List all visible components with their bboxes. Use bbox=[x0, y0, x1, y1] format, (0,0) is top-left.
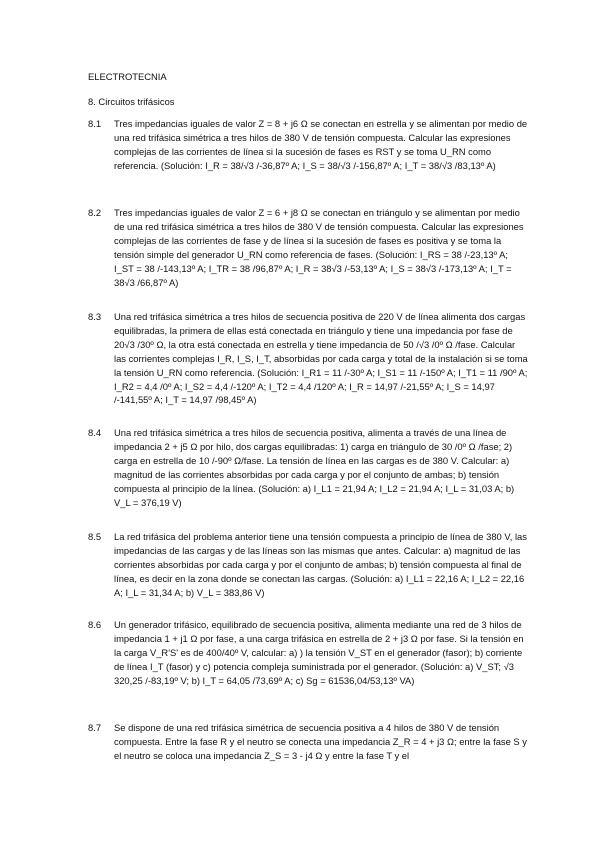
problem-8-5 bbox=[88, 530, 528, 600]
problem-text: Tres impedancias iguales de valor Z = 6 + j8 Ω se conectan en triángulo y se alimentan por medio de una red trifásica simétrica a tres hilos de 380 V de tensión compuesta. Calcular las expresiones complejas de las corrientes de fase y de línea si la sucesión de fases es positiva y se toma la tensión simple del generador U_RN como referencia de fases. (Solución: I_RS = 38 /-23,13º A; I_ST = 38 /-143,13º A; I_TR = 38 /96,87º A; I_R = 38√3 /-53,13º A; I_S = 38√3 /-173,13º A; I_T = 38√3 /66,87º A) bbox=[114, 207, 524, 288]
problem-8-2 bbox=[88, 206, 528, 289]
problem-number: 8.5 bbox=[88, 531, 102, 542]
problem-text: Se dispone de una red trifásica simétrica de secuencia positiva a 4 hilos de 380 V de tensión compuesta. Entre la fase R y el neutro se conecta una impedancia Z_R = 4 + j3 Ω; entre la fase S y el neutro se coloca una impedancia Z_S = 3 - j4 Ω y entre la fase T y el bbox=[114, 722, 527, 761]
problem-number: 8.2 bbox=[88, 207, 102, 218]
problem-text: Tres impedancias iguales de valor Z = 8 + j6 Ω se conectan en estrella y se alimentan por medio de una red trifásica simétrica a tres hilos de 380 V de tensión compuesta. Calcular las expresiones complejas de las corrientes de línea si la sucesión de fases es RST y se toma U_RN como referencia. (Solución: I_R = 38/√3 /-36,87º A; I_S = 38/√3 /-156,87º A; I_T = 38/√3 /83,13º A) bbox=[114, 118, 528, 171]
problem-8-6 bbox=[88, 618, 528, 688]
document-title: ELECTROTECNIA bbox=[88, 71, 167, 82]
problem-text: La red trifásica del problema anterior tiene una tensión compuesta a principio de línea de 380 V, las impedancias de las cargas y de las líneas son las mismas que antes. Calcular: a) magnitud de las corrientes absorbidas por cada carga y por el conjunto de ambas; b) tensión compuesta al final de línea, es decir en la zona donde se conectan las cargas. (Solución: a) I_L1 = 22,16 A; I_L2 = 22,16 A; I_L = 31,34 A; b) V_L = 383,86 V) bbox=[114, 531, 527, 598]
problem-text: Una red trifásica simétrica a tres hilos de secuencia positiva, alimenta a través de una línea de impedancia 2 + j5 Ω por hilo, dos cargas equilibradas: 1) carga en triángulo de 30 /0º Ω /fase; 2) carga en estrella de 10 /-90º Ω/fase. La tensión de línea en las cargas es de 380 V. Calcular: a) magnitud de las corrientes absorbidas por cada carga y por el conjunto de ambas; b) tensión compuesta al principio de la línea. (Solución: a) I_L1 = 21,94 A; I_L2 = 21,94 A; I_L = 31,03 A; b) V_L = 376,19 V) bbox=[114, 427, 515, 508]
problem-8-7 bbox=[88, 721, 528, 763]
problem-number: 8.3 bbox=[88, 311, 102, 322]
problem-8-4 bbox=[88, 426, 528, 509]
problem-8-1 bbox=[88, 117, 528, 173]
problem-text: Una red trifásica simétrica a tres hilos de secuencia positiva de 220 V de línea alimenta dos cargas equilibradas, la primera de ellas está conectada en triángulo y tiene una impedancia por fase de 20√3 /30º Ω, la otra está conectada en estrella y tiene impedancia de 50 /√3 /0º Ω /fase. Calcular las corrientes complejas I_R, I_S, I_T, absorbidas por cada carga y total de la instalación si se toma la tensión U_RN como referencia. (Solución: I_R1 = 11 /-30º A; I_S1 = 11 /-150º A; I_T1 = 11 /90º A; I_R2 = 4,4 /0º A; I_S2 = 4,4 /-120º A; I_T2 = 4,4 /120º A; I_R = 14,97 /-21,55º A; I_S = 14,97 /-141,55º A; I_T = 14,97 /98,45º A) bbox=[114, 311, 528, 406]
problem-number: 8.1 bbox=[88, 118, 102, 129]
problem-text: Un generador trifásico, equilibrado de secuencia positiva, alimenta mediante una red de 3 hilos de impedancia 1 + j1 Ω por fase, a una carga trifásica en estrella de 2 + j3 Ω por fase. Si la tensión en la carga V_R'S' es de 400/40º V, calcular: a) ) la tensión V_ST en el generador (fasor); b) corriente de línea I_T (fasor) y c) potencia compleja suministrada por el generador. (Solución: a) V_ST; √3 320,25 /-83,19º V; b) I_T = 64,05 /73,69º A; c) Sg = 61536,04/53,13º VA) bbox=[114, 619, 524, 686]
problem-number: 8.6 bbox=[88, 619, 102, 630]
problem-number: 8.4 bbox=[88, 427, 102, 438]
section-title: 8. Circuitos trifásicos bbox=[88, 96, 175, 107]
problem-8-3 bbox=[88, 310, 528, 407]
problem-number: 8.7 bbox=[88, 722, 102, 733]
